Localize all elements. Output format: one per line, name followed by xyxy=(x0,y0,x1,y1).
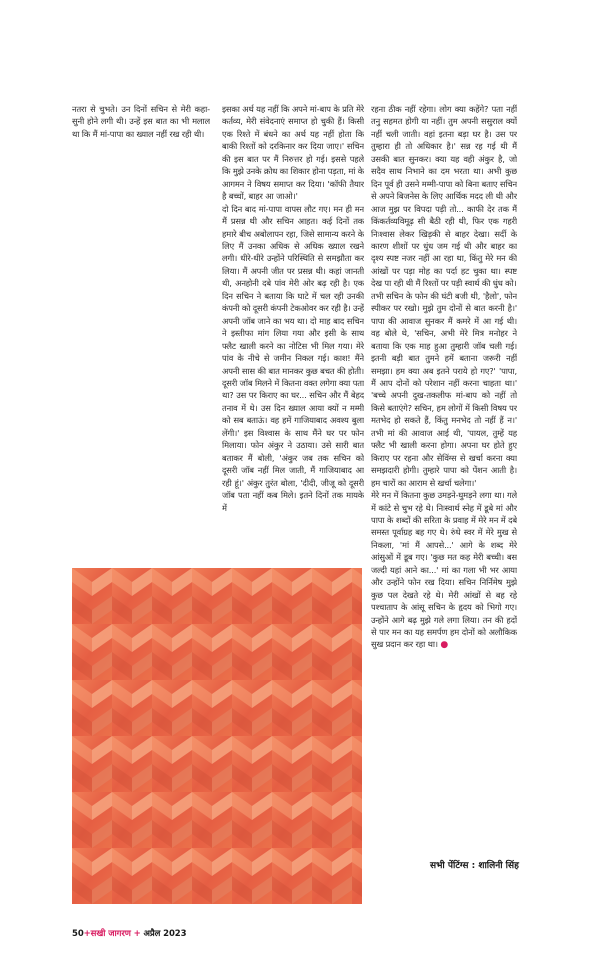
text-column-3 xyxy=(371,103,517,853)
text-column-2 xyxy=(222,103,364,558)
paragraph: रहना ठीक नहीं रहेगा। लोग क्या कहेंगे? पता नहीं तनु सहमत होगी या नहीं। तुम अपनी ससुराल क्यों नहीं चली जाती। वहां इतना बड़ा घर है। उस पर तुम्हारा ही तो अधिकार है।' सन्न रह गई थी मैं उसकी बात सुनकर। क्या यह वही अंकुर है, जो सदैव साथ निभाने का दम भरता था। अभी कुछ दिन पूर्व ही उसने मम्मी-पापा को बिना बताए सचिन से अपने बिजनेस के लिए आर्थिक मदद ली थी और आज मुझ पर विपदा पड़ी तो... काफी देर तक मैं किंकर्तव्यविमूढ़ सी बैठी रही थी, फिर एक गहरी निःश्वास लेकर खिड़की से बाहर देखा। सर्दी के कारण शीशों पर धुंध जम गई थी और बाहर का दृश्य स्पष्ट नजर नहीं आ रहा था, किंतु मेरे मन की आंखों पर पड़ा मोह का पर्दा हट चुका था। स्पष्ट देख पा रही थी मैं रिश्तों पर पड़ी स्वार्थ की धुंध को। xyxy=(371,104,517,289)
text-column-1 xyxy=(72,103,210,558)
page-number: 50 xyxy=(72,929,84,939)
issue-date: अप्रैल 2023 xyxy=(143,929,187,939)
paragraph xyxy=(371,489,517,652)
magazine-name: सखी जागरण xyxy=(90,929,131,939)
paragraph: इसका अर्थ यह नहीं कि अपने मां-बाप के प्रति मेरे कर्तव्य, मेरी संवेदनाएं समाप्त हो चुकी हैं। किसी एक रिश्ते में बंधने का अर्थ यह नहीं होता कि बाकी रिश्तों को दरकिनार कर दिया जाए।' सचिन की इस बात पर मैं निरुत्तर हो गई। इससे पहले कि मुझे उनके क्रोध का शिकार होना पड़ता, मां के आगमन ने विषय समाप्त कर दिया। 'कॉफी तैयार है बच्चों, बाहर आ जाओ।' xyxy=(222,104,364,202)
paragraph: तभी सचिन के फोन की घंटी बजी थी, 'हैलो', फोन स्पीकर पर रखो। मुझे तुम दोनों से बात करनी है।' पापा की आवाज सुनकर मैं कमरे में आ गई थी। वह बोले थे, 'सचिन, अभी मेरे मित्र मनोहर ने बताया कि एक माह हुआ तुम्हारी जॉब चली गई। इतनी बड़ी बात तुमने हमें बताना जरूरी नहीं समझा। हम क्या अब इतने पराये हो गए?' 'पापा, मैं आप दोनों को परेशान नहीं करना चाहता था।' 'बच्चे अपनी दुख-तकलीफ मां-बाप को नहीं तो किसे बताएंगे? सचिन, हम लोगों में किसी विषय पर मतभेद हो सकते हैं, किंतु मनभेद तो नहीं हैं न।' तभी मां की आवाज आई थी, 'पायल, तुम्हें यह फ्लैट भी खाली करना होगा। अपना घर होते हुए किराए पर रहना और सेविंग्स से खर्चा करना क्या समझदारी होगी। तुम्हारे पापा को पेंशन आती है। हम चारों का आराम से खर्चा चलेगा।' xyxy=(371,290,517,488)
painting-credit: सभी पेंटिंग्स : शालिनी सिंह xyxy=(430,861,519,871)
page-footer: 50+सखी जागरण + अप्रैल 2023 xyxy=(72,929,187,939)
painting-illustration xyxy=(72,568,362,904)
paragraph: दो दिन बाद मां-पापा वापस लौट गए। मन ही मन मैं प्रसन्न थी और सचिन आहत। कई दिनों तक हमारे बीच अबोलापन रहा, जिसे सामान्य करने के लिए मैं उनका अधिक से अधिक ख्याल रखने लगी। धीरे-धीरे उन्होंने परिस्थिति से समझौता कर लिया। मैं अपनी जीत पर प्रसन्न थी। कहां जानती थी, अनहोनी दबे पांव मेरी ओर बढ़ रही है। एक दिन सचिन ने बताया कि घाटे में चल रही उनकी कंपनी को दूसरी कंपनी टेकओवर कर रही है। उन्हें अपनी जॉब जाने का भय था। दो माह बाद सचिन ने इस्तीफा मांग लिया गया और इसी के साथ फ्लैट खाली करने का नोटिस भी मिल गया। मेरे पांव के नीचे से जमीन निकल गई। काश! मैंने अपनी सास की बात मानकर कुछ बचत की होती। दूसरी जॉब मिलने में कितना वक्त लगेगा क्या पता था? उस पर किराए का घर... सचिन और मैं बेहद तनाव में थे। उस दिन ख्याल आया क्यों न मम्मी को सब बताऊं। वह हमें गाजियाबाद अवश्य बुला लेंगी।' इस विश्वास के साथ मैंने घर पर फोन मिलाया। फोन अंकुर ने उठाया। उसे सारी बात बताकर मैं बोली, 'अंकुर जब तक सचिन को दूसरी जॉब नहीं मिल जाती, मैं गाजियाबाद आ रही हूं।' अंकुर तुरंत बोला, 'दीदी, जीजू को दूसरी जॉब पता नहीं कब मिले। इतने दिनों तक मायके में xyxy=(222,203,364,513)
paragraph: नतरा से चुभते। उन दिनों सचिन से मेरी कहा-सुनी होने लगी थी। उन्हें इस बात का भी मलाल था कि मैं मां-पापा का ख्याल नहीं रख रही थी। xyxy=(72,104,210,139)
end-mark-icon: ● xyxy=(440,640,449,651)
paragraph-text: मेरे मन में कितना कुछ उमड़ने-घुमड़ने लगा था। गले में कांटे से चुभ रहे थे। निःस्वार्थ स्नेह में डूबे मां और पापा के शब्दों की सरिता के प्रवाह में मेरे मन में दबे समस्त पूर्वाग्रह बह गए थे। रुंधे स्वर में मेरे मुख से निकला, 'मां मैं आपसे...' आगे के शब्द मेरे आंसुओं में डूब गए। 'कुछ मत कह मेरी बच्ची। बस जल्दी यहां आने का...' मां का गला भी भर आया और उन्होंने फोन रख दिया। सचिन निर्निमेष मुझे कुछ पल देखते रहे थे। मेरी आंखों से बह रहे पश्चाताप के आंसू सचिन के हृदय को भिगो गए। उन्होंने आगे बढ़ मुझे गले लगा लिया। तन की हदों से पार मन का यह समर्पण हम दोनों को अलौकिक सुख प्रदान कर रहा था। xyxy=(371,490,517,650)
